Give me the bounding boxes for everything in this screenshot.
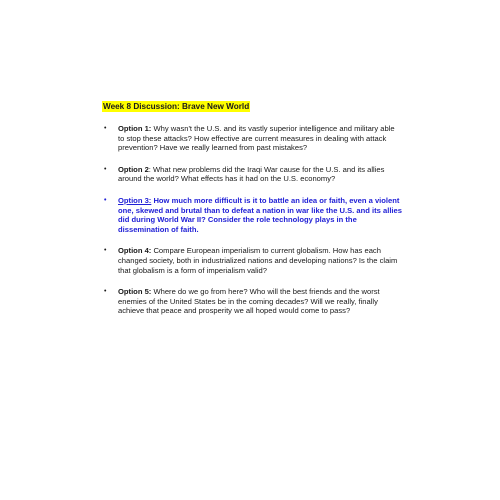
option-text: Where do we go from here? Who will the best friends and the worst enemies of the United States be in the coming decades? Will we really, finally achieve that peace and prosperity we all hoped would come to pass? — [118, 287, 380, 316]
options-list — [102, 124, 402, 316]
option-text: Compare European imperialism to current globalism. How has each changed society, both in industrialized nations and developing nations? Is the claim that globalism is a form of imperialism valid? — [118, 246, 398, 275]
bullet-icon: • — [104, 288, 107, 296]
bullet-icon: • — [104, 196, 107, 204]
bullet-icon: • — [104, 125, 107, 132]
option-text: Why wasn't the U.S. and its vastly superior intelligence and military able to stop these attacks? How effective are current measures in dealing with attack prevention? Have we really learned from past mistakes? — [118, 124, 395, 153]
document-title: Week 8 Discussion: Brave New World — [103, 102, 250, 111]
option-label: Option 3: — [118, 195, 152, 205]
list-item-option-4 — [102, 246, 402, 275]
bullet-icon: • — [104, 247, 107, 255]
bullet-icon: • — [104, 165, 107, 173]
option-label: Option 1: — [118, 124, 152, 133]
option-label: Option 5: — [118, 287, 152, 297]
list-item-option-5 — [102, 287, 402, 316]
document-body — [102, 96, 402, 328]
list-item-option-1 — [102, 124, 402, 153]
list-item-option-2 — [102, 165, 402, 184]
option-text: How much more difficult is it to battle an idea or faith, even a violent one, skewed and brutal than to defeat a nation in war like the U.S. and its allies did during World War II? Consider the role technology plays in the dissemination of faith. — [118, 195, 402, 234]
option-text: : What new problems did the Iraqi War cause for the U.S. and its allies around the world? What effects has it had on the U.S. economy? — [118, 164, 385, 184]
list-item-option-3 — [102, 196, 402, 234]
option-label: Option 2 — [118, 164, 149, 174]
option-label: Option 4: — [118, 246, 152, 256]
